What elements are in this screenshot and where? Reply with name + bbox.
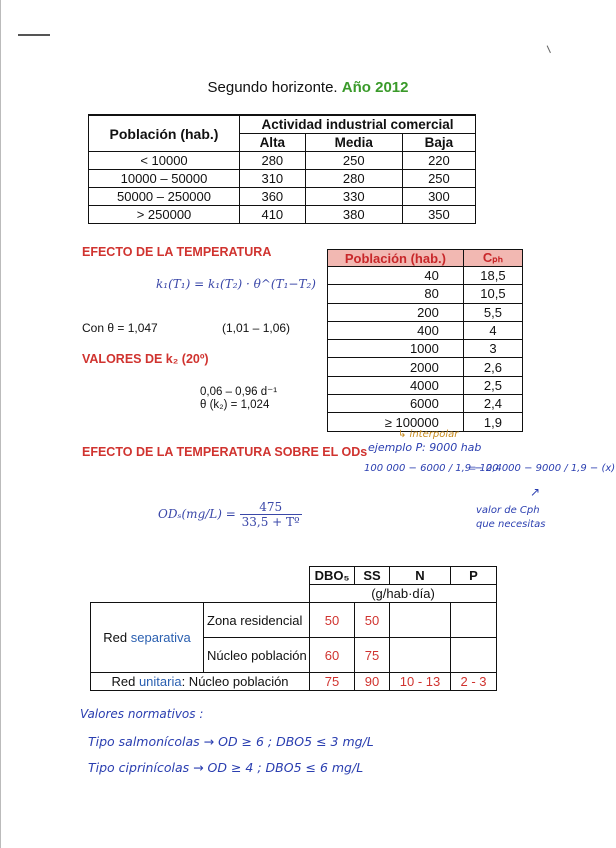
ods-lhs: ODₛ(mg/L) =: [158, 507, 236, 521]
cell: 75: [310, 673, 355, 691]
cell: 3: [463, 340, 522, 358]
temp-heading: EFECTO DE LA TEMPERATURA: [82, 245, 272, 259]
col-media: Media: [305, 134, 402, 152]
table-row: [89, 206, 476, 224]
cell: 200: [328, 303, 464, 321]
red-unitaria: [91, 673, 310, 691]
cell: 220: [402, 152, 475, 170]
cell: 60: [310, 638, 355, 673]
ods-heading: EFECTO DE LA TEMPERATURA SOBRE EL ODs: [82, 445, 368, 459]
cell: 400: [328, 321, 464, 339]
table-row: [91, 603, 497, 638]
note-frac-right: = 100 000 − 9000 / 1,9 − (x): [468, 463, 616, 474]
cell: 250: [305, 152, 402, 170]
cell: > 250000: [89, 206, 240, 224]
cell: < 10000: [89, 152, 240, 170]
note-frac-left: 100 000 − 6000 / 1,9 − 2,4: [364, 463, 502, 474]
scan-mark: [18, 34, 50, 36]
cell: ≥ 100000: [328, 413, 464, 431]
cell: 1000: [328, 340, 464, 358]
cell: 360: [240, 188, 306, 206]
arrow-icon: ↗: [530, 485, 541, 499]
note-interpolar: ↳ interpolar: [398, 429, 459, 440]
temp-formula: k₁(T₁) = k₁(T₂) · θ^(T₁−T₂): [156, 277, 316, 291]
ods-fraction: [240, 500, 302, 529]
cell: 2,4: [463, 395, 522, 413]
cell: 50000 – 250000: [89, 188, 240, 206]
cell: 18,5: [463, 267, 522, 285]
table-row: [328, 395, 523, 413]
cell: [390, 603, 451, 638]
table-row: [328, 285, 523, 303]
col-alta: Alta: [240, 134, 306, 152]
col-ss: SS: [355, 567, 390, 585]
k2-theta: θ (k₂) = 1,024: [200, 399, 270, 411]
table-row: [89, 152, 476, 170]
col-pop: Población (hab.): [328, 250, 464, 267]
ods-numerator: 475: [240, 500, 302, 515]
cell: 50: [310, 603, 355, 638]
cell: 2,6: [463, 358, 522, 376]
cell: 4: [463, 321, 522, 339]
col-population: Población (hab.): [89, 115, 240, 152]
cell: 2,5: [463, 376, 522, 394]
cell: 50: [355, 603, 390, 638]
cph-table: [327, 249, 523, 432]
red-separativa: [91, 603, 204, 673]
table-row: [89, 188, 476, 206]
col-cph: Cₚₕ: [463, 250, 522, 267]
table-row: [328, 267, 523, 285]
table-row: [91, 673, 497, 691]
loads-table: [90, 566, 497, 691]
cell: 90: [355, 673, 390, 691]
cell: 4000: [328, 376, 464, 394]
blank-cell: [91, 585, 310, 603]
cell: 75: [355, 638, 390, 673]
cell: 280: [305, 170, 402, 188]
activity-table: [88, 114, 476, 224]
col-dbo: DBO₅: [310, 567, 355, 585]
k2-range: 0,06 – 0,96 d⁻¹: [200, 386, 278, 398]
note-salmonicolas: Tipo salmonícolas → OD ≥ 6 ; DBO5 ≤ 3 mg/L: [88, 734, 374, 749]
title-year: Año 2012: [341, 79, 409, 96]
unitaria-word: unitaria: [138, 674, 182, 689]
cell: 10,5: [463, 285, 522, 303]
cell: 5,5: [463, 303, 522, 321]
cell: 2 - 3: [451, 673, 497, 691]
table-row: [328, 358, 523, 376]
cell: 6000: [328, 395, 464, 413]
cell: [390, 638, 451, 673]
table-row: [328, 376, 523, 394]
blank-cell: [91, 567, 310, 585]
col-baja: Baja: [402, 134, 475, 152]
cell: 10000 – 50000: [89, 170, 240, 188]
note-ejemplo: ejemplo P: 9000 hab: [368, 441, 482, 454]
cell: 10 - 13: [390, 673, 451, 691]
ods-formula: [158, 500, 302, 529]
cell: [451, 638, 497, 673]
unit-red-label: Red: [111, 674, 136, 689]
table-row: [328, 321, 523, 339]
unit-rest: : Núcleo población: [181, 674, 289, 689]
cell: [451, 603, 497, 638]
note-valor: valor de Cph: [476, 505, 540, 516]
cell: 300: [402, 188, 475, 206]
cell: 280: [240, 152, 306, 170]
note-necesitas: que necesitas: [476, 519, 546, 530]
cell: 80: [328, 285, 464, 303]
cell: 2000: [328, 358, 464, 376]
table-row: [89, 170, 476, 188]
table-row: [328, 303, 523, 321]
theta-text: Con θ = 1,047: [82, 321, 158, 335]
note-normativos: Valores normativos :: [80, 707, 204, 721]
cell: 1,9: [463, 413, 522, 431]
cell: 410: [240, 206, 306, 224]
zona-label: Zona residencial: [204, 603, 310, 638]
table-row: [328, 340, 523, 358]
cell: 380: [305, 206, 402, 224]
cell: 310: [240, 170, 306, 188]
title-prefix: Segundo horizonte.: [207, 79, 338, 96]
cell: 40: [328, 267, 464, 285]
col-activity: Actividad industrial comercial: [240, 115, 476, 134]
page-title: [0, 79, 616, 96]
k2-heading: VALORES DE k₂ (20º): [82, 352, 209, 366]
ods-denominator: 33,5 + Tº: [241, 515, 300, 529]
col-n: N: [390, 567, 451, 585]
nucleo-label: Núcleo población: [204, 638, 310, 673]
note-ciprinicolas: Tipo ciprinícolas → OD ≥ 4 ; DBO5 ≤ 6 mg/L: [88, 760, 364, 775]
cell: 350: [402, 206, 475, 224]
red-label: Red: [103, 630, 128, 645]
cell: 330: [305, 188, 402, 206]
cell: 250: [402, 170, 475, 188]
theta-range: (1,01 – 1,06): [222, 321, 291, 335]
col-p: P: [451, 567, 497, 585]
unit-label: (g/hab·día): [310, 585, 497, 603]
separativa-word: separativa: [130, 630, 191, 645]
